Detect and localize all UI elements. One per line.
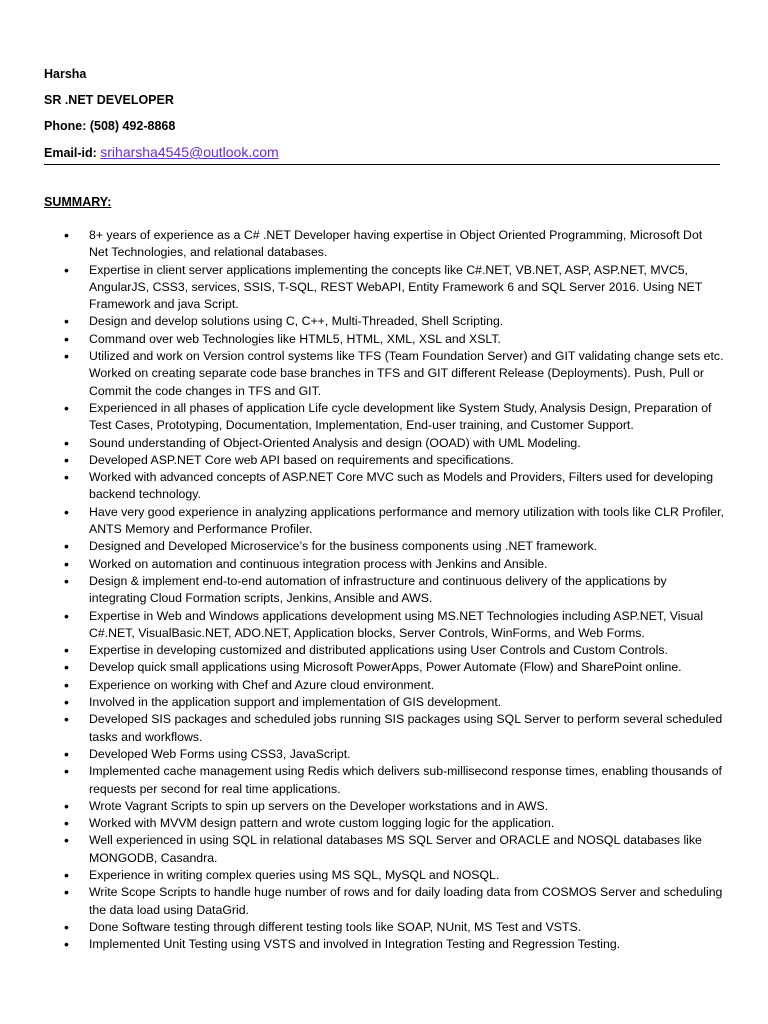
summary-item: • Worked with advanced concepts of ASP.NET Core MVC such as Models and Providers, Filters used for developing backend technology. bbox=[44, 469, 724, 504]
summary-item: • Wrote Vagrant Scripts to spin up servers on the Developer workstations and in AWS. bbox=[44, 798, 724, 815]
summary-item: • Expertise in developing customized and distributed applications using User Controls and Custom Controls. bbox=[44, 642, 724, 659]
summary-item: • Utilized and work on Version control systems like TFS (Team Foundation Server) and GIT validating change sets etc. Worked on creating separate code base branches in TFS and GIT different Release (Deployments). Push, Pull or Commit the code changes in TFS and GIT. bbox=[44, 348, 724, 400]
summary-item: • Designed and Developed Microservice’s for the business components using .NET framework. bbox=[44, 538, 724, 555]
summary-item: • Developed Web Forms using CSS3, JavaScript. bbox=[44, 746, 724, 763]
header-divider bbox=[44, 164, 720, 165]
summary-item: • Developed SIS packages and scheduled jobs running SIS packages using SQL Server to perform several scheduled tasks and workflows. bbox=[44, 711, 724, 746]
summary-item: • Write Scope Scripts to handle huge number of rows and for daily loading data from COSMOS Server and scheduling the data load using DataGrid. bbox=[44, 884, 724, 919]
summary-heading: SUMMARY: bbox=[44, 195, 112, 209]
summary-item: • Expertise in Web and Windows applications development using MS.NET Technologies including ASP.NET, Visual C#.NET, VisualBasic.NET, ADO.NET, Application blocks, Server Controls, WinForms, and Web Forms. bbox=[44, 608, 724, 643]
summary-item: • Develop quick small applications using Microsoft PowerApps, Power Automate (Flow) and SharePoint online. bbox=[44, 659, 724, 676]
email-link[interactable]: sriharsha4545@outlook.com bbox=[100, 144, 279, 160]
job-title: SR .NET DEVELOPER bbox=[44, 93, 174, 107]
summary-list bbox=[44, 227, 724, 953]
email-row bbox=[44, 144, 720, 164]
summary-item: • 8+ years of experience as a C# .NET Developer having expertise in Object Oriented Programming, Microsoft Dot Net Technologies, and relational databases. bbox=[44, 227, 724, 262]
summary-item: • Implemented Unit Testing using VSTS and involved in Integration Testing and Regression Testing. bbox=[44, 936, 724, 953]
summary-item: • Well experienced in using SQL in relational databases MS SQL Server and ORACLE and NOSQL databases like MONGODB, Casandra. bbox=[44, 832, 724, 867]
summary-item: • Experience in writing complex queries using MS SQL, MySQL and NOSQL. bbox=[44, 867, 724, 884]
candidate-name: Harsha bbox=[44, 67, 87, 81]
summary-item: • Implemented cache management using Redis which delivers sub-millisecond response times, enabling thousands of requests per second for real time applications. bbox=[44, 763, 724, 798]
summary-item: • Design and develop solutions using C, C++, Multi-Threaded, Shell Scripting. bbox=[44, 313, 724, 330]
summary-item: • Involved in the application support and implementation of GIS development. bbox=[44, 694, 724, 711]
summary-item: • Command over web Technologies like HTML5, HTML, XML, XSL and XSLT. bbox=[44, 331, 724, 348]
summary-item: • Experienced in all phases of application Life cycle development like System Study, Analysis Design, Preparation of Test Cases, Prototyping, Documentation, Implementation, End-user training, and Customer Support. bbox=[44, 400, 724, 435]
phone-line: Phone: (508) 492-8868 bbox=[44, 119, 176, 133]
summary-item: • Worked with MVVM design pattern and wrote custom logging logic for the application. bbox=[44, 815, 724, 832]
summary-item: • Done Software testing through different testing tools like SOAP, NUnit, MS Test and VSTS. bbox=[44, 919, 724, 936]
summary-item: • Have very good experience in analyzing applications performance and memory utilization with tools like CLR Profiler, ANTS Memory and Performance Profiler. bbox=[44, 504, 724, 539]
summary-item: • Developed ASP.NET Core web API based on requirements and specifications. bbox=[44, 452, 724, 469]
summary-item: • Expertise in client server applications implementing the concepts like C#.NET, VB.NET, ASP, ASP.NET, MVC5, AngularJS, CSS3, services, SSIS, T-SQL, REST WebAPI, Entity Framework 6 and SQL Server 2016. Using NET Framework and java Script. bbox=[44, 262, 724, 314]
summary-item: • Worked on automation and continuous integration process with Jenkins and Ansible. bbox=[44, 556, 724, 573]
summary-item: • Experience on working with Chef and Azure cloud environment. bbox=[44, 677, 724, 694]
resume-header bbox=[44, 66, 720, 164]
summary-item: • Design & implement end-to-end automation of infrastructure and continuous delivery of the applications by integrating Cloud Formation scripts, Jenkins, Ansible and AWS. bbox=[44, 573, 724, 608]
summary-item: • Sound understanding of Object-Oriented Analysis and design (OOAD) with UML Modeling. bbox=[44, 435, 724, 452]
email-label: Email-id: bbox=[44, 146, 101, 160]
